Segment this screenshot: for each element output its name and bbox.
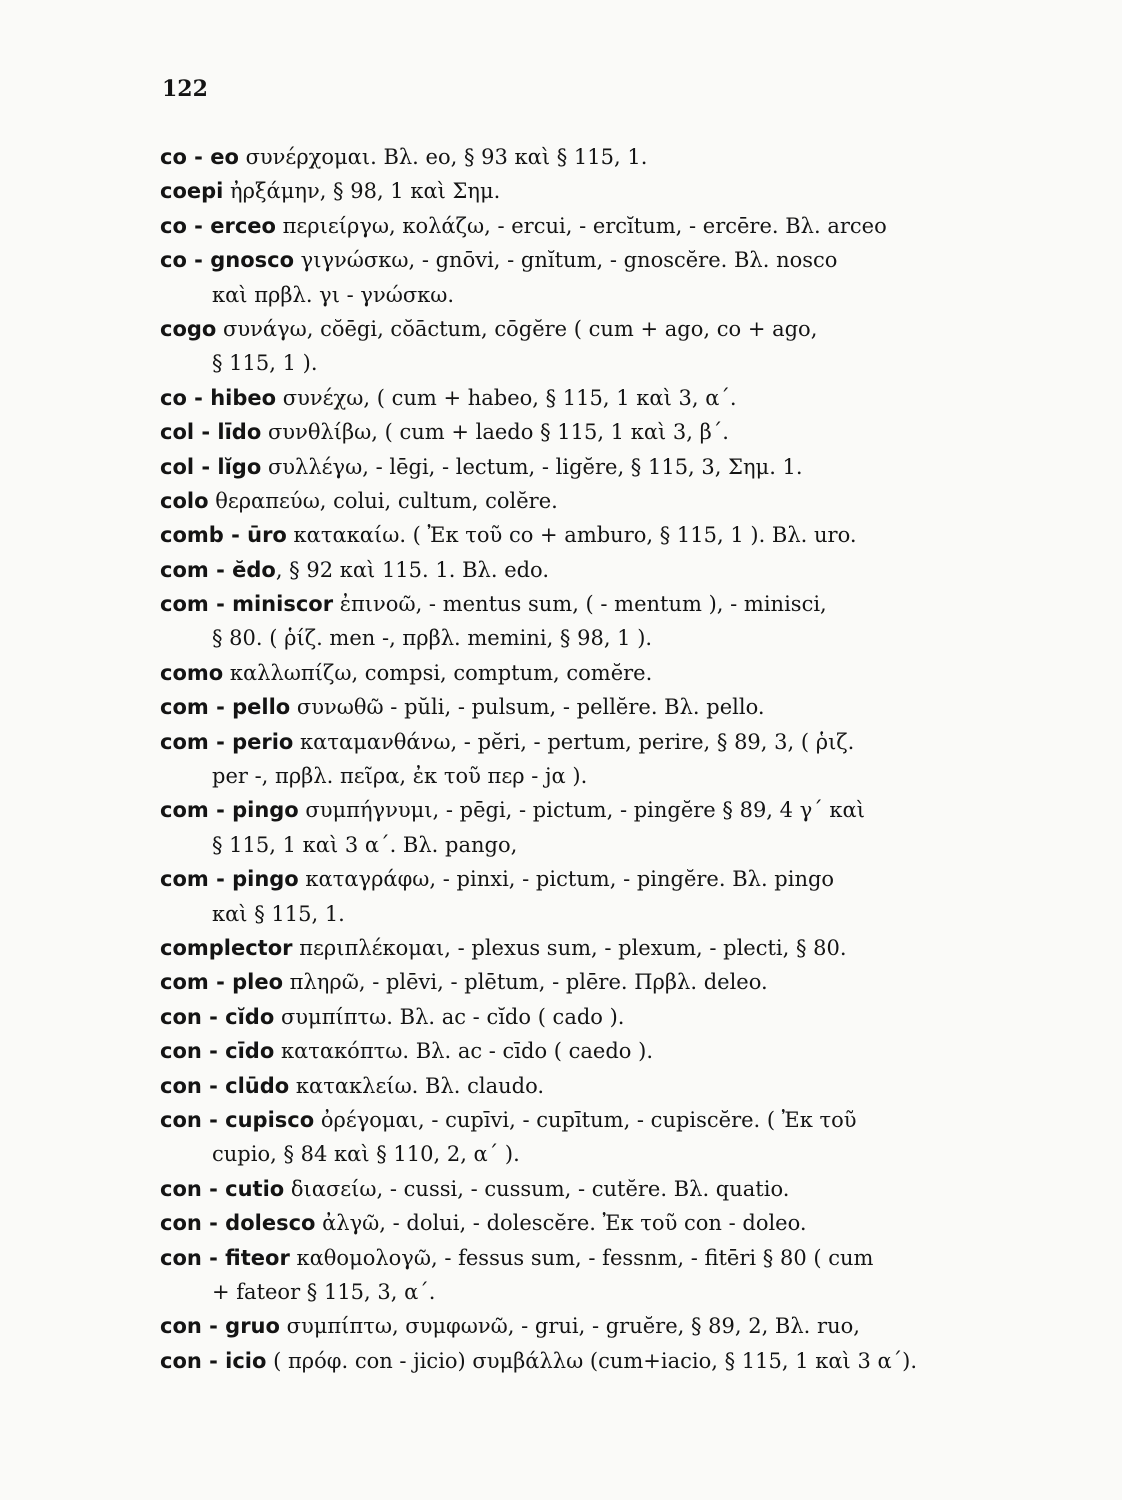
entry-definition: ( πρόφ. con - jicio) συμβάλλω (cum+iacio, § 115, 1 καὶ 3 α΄). [266, 1348, 918, 1373]
entry-definition: ἠρξάμην, § 98, 1 καὶ Σημ. [223, 179, 501, 204]
dictionary-entries [160, 140, 1020, 1378]
entry-headword: com - miniscor [160, 592, 334, 617]
entry-definition: συμπίπτω. Βλ. ac - cĭdo ( cado ). [274, 1004, 625, 1029]
entry-continuation-line [160, 621, 1020, 655]
entry-line [160, 793, 1020, 827]
entry-line [160, 1103, 1020, 1137]
entry-line [160, 243, 1020, 277]
entry-headword: con - cutio [160, 1176, 285, 1201]
entry-line [160, 174, 1020, 208]
entry-headword: co - eo [160, 145, 239, 169]
entry-definition: θεραπεύω, colui, cultum, colĕre. [208, 488, 558, 513]
entry-headword: comb - ūro [160, 523, 287, 548]
entry-headword: com - pleo [160, 970, 283, 995]
entry-definition: πληρῶ, - plēvi, - plētum, - plēre. Πρβλ. deleo. [283, 970, 768, 995]
entry-line [160, 690, 1020, 724]
entry-definition: συνέχω, ( cum + habeo, § 115, 1 καὶ 3, α΄. [276, 385, 737, 410]
entry-definition: ὀρέγομαι, - cupīvi, - cupītum, - cupiscĕre. ( Ἐκ τοῦ [314, 1107, 857, 1132]
entry-line [160, 1241, 1020, 1275]
entry-headword: con - clūdo [160, 1073, 290, 1098]
entry-definition: + fateor § 115, 3, α΄. [212, 1279, 436, 1304]
entry-line [160, 1206, 1020, 1240]
entry-headword: con - cīdo [160, 1039, 275, 1064]
entry-continuation-line [160, 828, 1020, 862]
entry-headword: com - pingo [160, 867, 299, 892]
entry-definition: ἀλγῶ, - dolui, - dolescĕre. Ἐκ τοῦ con - doleo. [315, 1211, 807, 1236]
entry-line [160, 450, 1020, 484]
entry-definition: συνέρχομαι. Βλ. eo, § 93 καὶ § 115, 1. [238, 145, 648, 169]
entry-line [160, 931, 1020, 965]
entry-line [160, 1069, 1020, 1103]
entry-definition: καὶ § 115, 1. [212, 901, 345, 926]
entry-continuation-line [160, 1275, 1020, 1309]
entry-definition: ἐπινοῶ, - mentus sum, ( - mentum ), - minisci, [333, 592, 827, 617]
entry-definition: συνωθῶ - pŭli, - pulsum, - pellĕre. Βλ. pello. [290, 695, 765, 720]
entry-definition: συνθλίβω, ( cum + laedo § 115, 1 καὶ 3, β΄. [261, 420, 729, 445]
entry-line [160, 1000, 1020, 1034]
entry-definition: καταγράφω, - pinxi, - pictum, - pingĕre. Βλ. pingo [298, 867, 835, 892]
entry-line [160, 209, 1020, 243]
entry-definition: γιγνώσκω, - gnōvi, - gnĭtum, - gnoscĕre. Βλ. nosco [294, 248, 838, 273]
entry-line [160, 381, 1020, 415]
entry-line [160, 862, 1020, 896]
entry-headword: col - lĭgo [160, 454, 262, 479]
entry-headword: con - cupisco [160, 1107, 315, 1132]
entry-headword: con - fiteor [160, 1245, 290, 1270]
entry-headword: como [160, 660, 224, 685]
entry-line [160, 1344, 1020, 1378]
entry-headword: com - pello [160, 695, 291, 720]
entry-definition: συμπίπτω, συμφωνῶ, - grui, - gruĕre, § 89, 2, Βλ. ruo, [279, 1314, 860, 1339]
entry-line [160, 553, 1020, 587]
entry-line [160, 415, 1020, 449]
entry-definition: συμπήγνυμι, - pēgi, - pictum, - pingĕre § 89, 4 γ΄ καὶ [298, 798, 865, 823]
entry-definition: καθομολογῶ, - fessus sum, - fessnm, - fitēri § 80 ( cum [289, 1245, 874, 1270]
entry-headword: cogo [160, 316, 217, 341]
entry-definition: § 80. ( ῥίζ. men -, πρβλ. memini, § 98, 1 ). [212, 626, 653, 651]
entry-line [160, 518, 1020, 552]
entry-definition: cupio, § 84 καὶ § 110, 2, α΄ ). [212, 1142, 520, 1167]
entry-line [160, 656, 1020, 690]
entry-continuation-line [160, 346, 1020, 380]
entry-headword: com - pingo [160, 798, 299, 823]
entry-definition: συλλέγω, - lēgi, - lectum, - ligĕre, § 115, 3, Σημ. 1. [261, 454, 803, 479]
page-number: 122 [162, 76, 208, 102]
entry-continuation-line [160, 759, 1020, 793]
entry-line [160, 587, 1020, 621]
entry-line [160, 484, 1020, 518]
entry-headword: co - hibeo [160, 385, 277, 410]
entry-definition: διασείω, - cussi, - cussum, - cutĕre. Βλ. quatio. [284, 1176, 790, 1201]
entry-line [160, 312, 1020, 346]
entry-definition: per -, πρβλ. πεῖρα, ἐκ τοῦ περ - jα ). [212, 764, 588, 789]
entry-definition: συνάγω, cŏēgi, cŏāctum, cōgĕre ( cum + ago, co + ago, [216, 316, 818, 341]
entry-line [160, 1309, 1020, 1343]
entry-definition: περιείργω, κολάζω, - ercui, - ercĭtum, - ercēre. Βλ. arceo [275, 213, 887, 238]
entry-definition: περιπλέκομαι, - plexus sum, - plexum, - plecti, § 80. [292, 935, 847, 960]
entry-headword: con - dolesco [160, 1211, 316, 1236]
entry-headword: co - gnosco [160, 248, 294, 273]
entry-continuation-line [160, 1137, 1020, 1171]
entry-definition: § 115, 1 καὶ 3 α΄. Βλ. pango, [212, 832, 518, 857]
entry-headword: col - līdo [160, 420, 262, 445]
entry-headword: complector [160, 935, 293, 960]
entry-line [160, 140, 1020, 174]
entry-headword: con - cĭdo [160, 1004, 275, 1029]
entry-headword: co - erceo [160, 213, 276, 238]
entry-definition: κατακόπτω. Βλ. ac - cīdo ( caedo ). [274, 1039, 653, 1064]
entry-definition: , § 92 καὶ 115. 1. Βλ. edo. [275, 557, 550, 582]
entry-line [160, 965, 1020, 999]
entry-continuation-line [160, 278, 1020, 312]
entry-definition: κατακαίω. ( Ἐκ τοῦ co + amburo, § 115, 1 ). Βλ. uro. [286, 523, 857, 548]
entry-headword: colo [160, 488, 209, 513]
entry-continuation-line [160, 897, 1020, 931]
entry-line [160, 1172, 1020, 1206]
entry-definition: καλλωπίζω, compsi, comptum, comĕre. [223, 660, 653, 685]
entry-headword: coepi [160, 179, 224, 204]
entry-headword: con - gruo [160, 1314, 280, 1339]
entry-definition: καὶ πρβλ. γι - γνώσκω. [212, 282, 455, 307]
entry-headword: com - perio [160, 729, 294, 754]
entry-definition: § 115, 1 ). [212, 351, 318, 376]
entry-definition: κατακλείω. Βλ. claudo. [289, 1073, 545, 1098]
entry-line [160, 725, 1020, 759]
entry-definition: καταμανθάνω, - pĕri, - pertum, perire, § 89, 3, ( ῥιζ. [293, 729, 855, 754]
entry-line [160, 1034, 1020, 1068]
entry-headword: con - icio [160, 1348, 267, 1373]
entry-headword: com - ĕdo [160, 557, 276, 582]
